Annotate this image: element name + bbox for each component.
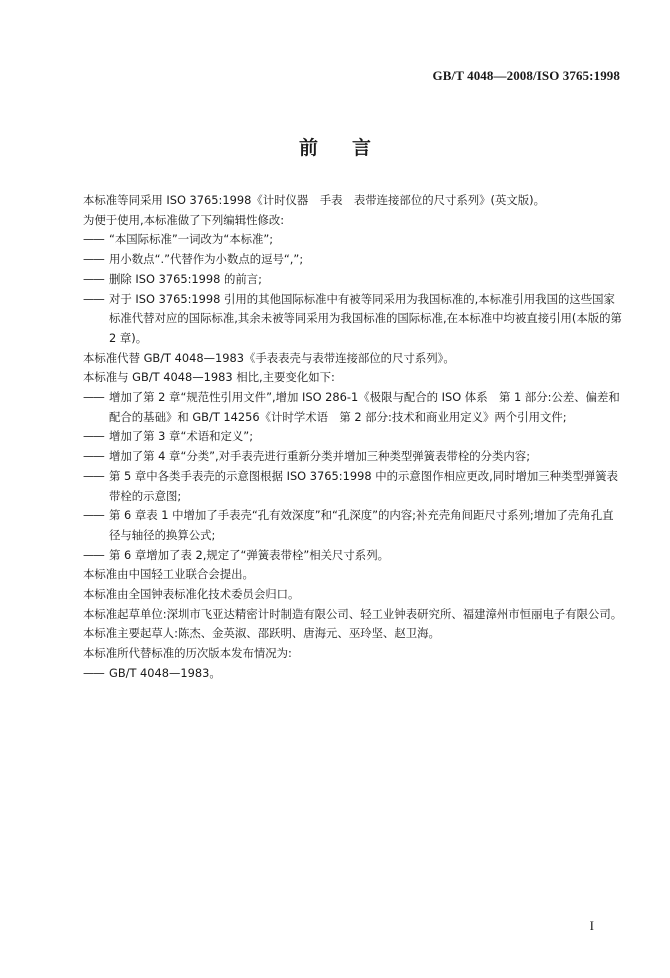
list-item-text: GB/T 4048—1983。 bbox=[109, 665, 221, 680]
dash-mark: —— bbox=[83, 468, 104, 483]
list-item-text: 第 5 章中各类手表壳的示意图根据 ISO 3765:1998 中的示意图作相应更改,同时增加三种类型弹簧表带栓的示意图; bbox=[109, 468, 619, 503]
list-item-text: 第 6 章表 1 中增加了手表壳“孔有效深度”和“孔深度”的内容;补充壳角间距尺寸系列;增加了壳角孔直径与轴径的换算公式; bbox=[109, 508, 614, 542]
list-item-text: 用小数点“.”代替作为小数点的逗号“,”; bbox=[109, 252, 304, 267]
list-item-text: 对于 ISO 3765:1998 引用的其他国际标准中有被等同采用为我国标准的,本标准引用我国的这些国家标准代替对应的国际标准,其余未被等同采用为我国标准的国际标准,在本标准中均被直接引用(本版的第 2 章)。 bbox=[109, 291, 622, 345]
paragraph-administration: 本标准由全国钟表标准化技术委员会归口。 bbox=[83, 587, 300, 602]
list-item-text: “本国际标准”一词改为“本标准”; bbox=[109, 232, 274, 247]
paragraph-drafting-units: 本标准起草单位:深圳市飞亚达精密计时制造有限公司、轻工业钟表研究所、福建漳州市恒丽电子有限公司。 bbox=[83, 606, 623, 621]
list-item bbox=[83, 427, 623, 447]
paragraph-adoption: 本标准等同采用 ISO 3765:1998《计时仪器 手表 表带连接部位的尺寸系列》(英文版)。 bbox=[83, 193, 546, 207]
list-item bbox=[83, 447, 623, 467]
list-item bbox=[83, 388, 623, 427]
dash-mark: —— bbox=[83, 252, 104, 267]
list-item bbox=[83, 250, 623, 270]
dash-mark: —— bbox=[83, 508, 104, 523]
paragraph-replaces: 本标准代替 GB/T 4048—1983《手表表壳与表带连接部位的尺寸系列》。 bbox=[83, 350, 455, 365]
list-item-text: 第 6 章增加了表 2,规定了“弹簧表带栓”相关尺寸系列。 bbox=[109, 547, 389, 562]
dash-mark: —— bbox=[83, 449, 104, 464]
list-item-text: 增加了第 2 章“规范性引用文件”,增加 ISO 286-1《极限与配合的 ISO 体系 第 1 部分:公差、偏差和配合的基础》和 GB/T 14256《计时学术语 第 2 部分:技术和商业用定义》两个引用文件; bbox=[109, 390, 620, 424]
list-item bbox=[83, 230, 623, 250]
title-char-2: 言 bbox=[352, 137, 372, 159]
page-number: I bbox=[589, 918, 594, 933]
list-item-text: 增加了第 3 章“术语和定义”; bbox=[109, 429, 254, 444]
paragraph-drafters: 本标准主要起草人:陈杰、金英淑、邵跃明、唐海元、巫玲坚、赵卫海。 bbox=[83, 626, 440, 641]
list-item-text: 增加了第 4 章“分类”,对手表壳进行重新分类并增加三种类型弹簧表带栓的分类内容; bbox=[109, 449, 531, 464]
list-item bbox=[83, 546, 623, 566]
list-item bbox=[83, 290, 623, 349]
list-item bbox=[83, 270, 623, 290]
dash-mark: —— bbox=[83, 271, 104, 286]
dash-mark: —— bbox=[83, 390, 104, 405]
dash-mark: —— bbox=[83, 232, 104, 247]
page-title bbox=[0, 133, 670, 160]
list-item bbox=[83, 506, 623, 545]
list-item bbox=[83, 467, 623, 506]
foreword-body bbox=[83, 191, 623, 684]
list-item-text: 删除 ISO 3765:1998 的前言; bbox=[109, 271, 263, 286]
dash-mark: —— bbox=[83, 547, 104, 562]
title-char-1: 前 bbox=[298, 137, 318, 159]
dash-mark: —— bbox=[83, 665, 104, 680]
dash-mark: —— bbox=[83, 429, 104, 444]
paragraph-edits-intro: 为便于使用,本标准做了下列编辑性修改: bbox=[83, 212, 285, 227]
dash-mark: —— bbox=[83, 291, 104, 306]
list-item bbox=[83, 664, 623, 684]
paragraph-changes-intro: 本标准与 GB/T 4048—1983 相比,主要变化如下: bbox=[83, 370, 335, 385]
paragraph-history-intro: 本标准所代替标准的历次版本发布情况为: bbox=[83, 646, 292, 661]
standard-code: GB/T 4048—2008/ISO 3765:1998 bbox=[432, 68, 620, 83]
paragraph-proposer: 本标准由中国轻工业联合会提出。 bbox=[83, 567, 254, 582]
